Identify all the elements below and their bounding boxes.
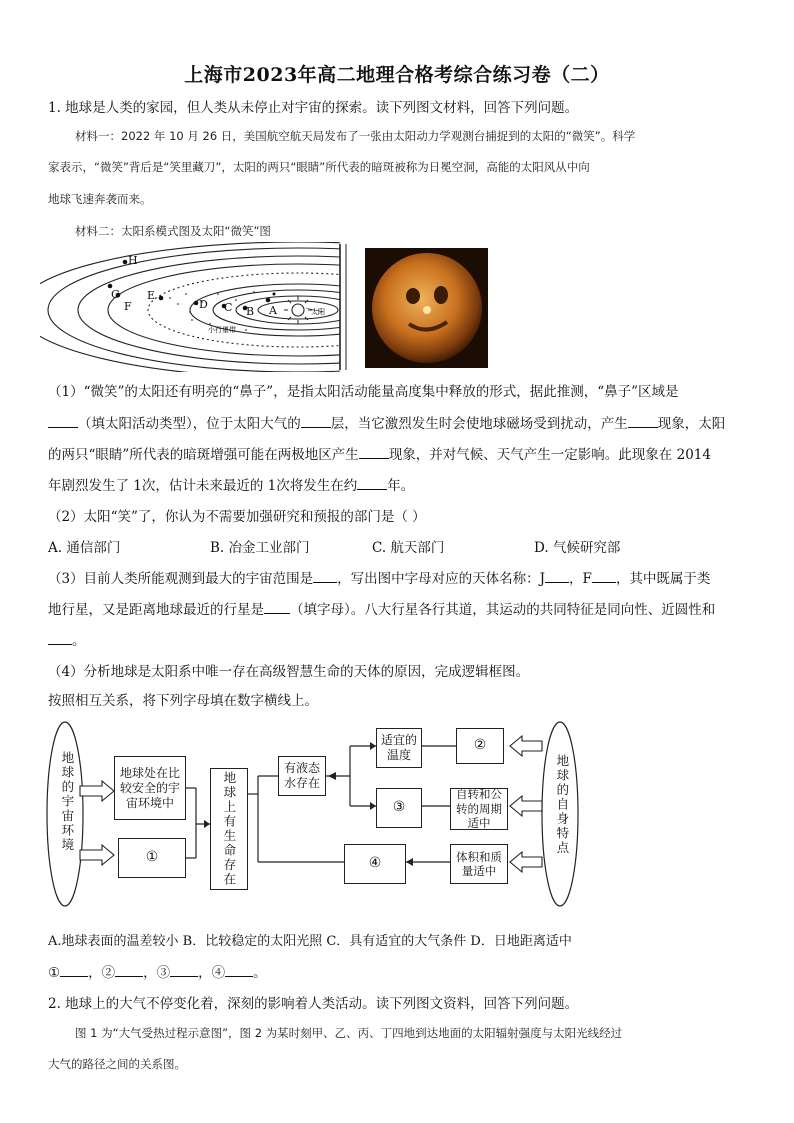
page-title: 上海市2023年高二地理合格考综合练习卷（二） — [184, 64, 610, 86]
q1-sub1-line2: （填太阳活动类型），位于太阳大气的 层，当它激烈发生时会使地球磁场受到扰动，产生 现象，太阳 — [48, 412, 725, 432]
answer-blank[interactable] — [48, 631, 72, 646]
q1-sub3-line3: 。 — [48, 629, 86, 649]
q2-stem: 2. 地球上的大气不停变化着，深刻的影响着人类活动。读下列图文资料，回答下列问题。 — [48, 996, 579, 1012]
answer-blank[interactable] — [170, 963, 198, 978]
material1-line3: 地球飞速奔袭而来。 — [48, 192, 152, 206]
answer-blank[interactable] — [359, 445, 389, 460]
answer-blank[interactable] — [264, 600, 290, 615]
answer-blank[interactable] — [60, 963, 88, 978]
planet-h — [123, 260, 128, 265]
answer-blank[interactable] — [592, 569, 616, 584]
q1-sub4: （4）分析地球是太阳系中唯一存在高级智慧生命的天体的原因，完成逻辑框图。 — [48, 664, 530, 680]
safe-environment-box: 地球处在比较安全的宇宙环境中 — [114, 756, 186, 820]
q1-sub3-line1: （3）目前人类所能观测到最大的宇宙范围是 ，写出图中字母对应的天体名称：J ，F ，其中既属于类 — [48, 567, 710, 587]
q1-stem: 1. 地球是人类的家园，但人类从未停止对宇宙的探索。读下列图文材料，回答下列问题。 — [48, 100, 579, 116]
sun-icon — [284, 296, 312, 324]
option-b[interactable]: B. 冶金工业部门 — [210, 540, 310, 556]
left-oval-label: 地球的宇宙环境 — [59, 751, 75, 853]
blank-box-1[interactable]: ① — [118, 838, 186, 878]
q1-sub1-line4: 年剧烈发生了 1次，估计未来最近的 1次将发生在约 年。 — [48, 474, 414, 494]
planet-e — [159, 296, 164, 301]
option-c[interactable]: C. 航天部门 — [372, 540, 445, 556]
rotation-period-box: 自转和公转的周期适中 — [450, 788, 508, 830]
volume-mass-box: 体积和质量适中 — [450, 844, 508, 884]
planet-a — [266, 298, 271, 303]
answer-blank[interactable] — [225, 963, 253, 978]
q1-sub1-line3: 的两只“眼睛”所代表的暗斑增强可能在两极地区产生 现象，并对气候、天气产生一定影响。此现象在 2014 — [48, 443, 711, 463]
label-c: C — [224, 301, 233, 314]
material1-line1: 材料一：2022 年 10 月 26 日，美国航空航天局发布了一张由太阳动力学观测台捕捉到的太阳的“微笑”。科学 — [75, 129, 636, 143]
suitable-temperature-box: 适宜的温度 — [376, 728, 422, 768]
moon — [273, 293, 276, 296]
right-arrow-2 — [510, 796, 542, 816]
life-exists-box: 地球上有生命存在 — [210, 768, 248, 890]
option-d[interactable]: D. 气候研究部 — [534, 540, 621, 556]
left-arrow-2 — [80, 845, 114, 865]
blank-box-3[interactable]: ③ — [376, 788, 422, 828]
q1-sub3-line2: 地行星，又是距离地球最近的行星是 （填字母）。八大行星各行其道，其运动的共同特征是同向性、近圆性和 — [48, 598, 715, 618]
sun-smile-photo — [365, 248, 488, 368]
q2-text-line1: 图 1 为“大气受热过程示意图”，图 2 为某时刻甲、乙、丙、丁四地到达地面的太阳辐射强度与太阳光线经过 — [75, 1026, 623, 1040]
sun-label: 太阳 — [311, 308, 325, 316]
planet-d — [194, 301, 199, 306]
material2-caption: 材料二：太阳系模式图及太阳“微笑”图 — [75, 224, 271, 238]
q1-sub2: （2）太阳“笑”了，你认为不需要加强研究和预报的部门是（ ） — [48, 509, 426, 525]
q1-sub1-line1: （1）“微笑”的太阳还有明亮的“鼻子”，是指太阳活动能量高度集中释放的形式，据此推测，“鼻子”区域是 — [48, 384, 679, 400]
label-f: F — [124, 300, 132, 313]
material1-line2: 家表示，“微笑”背后是“笑里藏刀”，太阳的两只“眼睛”所代表的暗斑被称为日冕空洞，高能的太阳风从中向 — [48, 160, 590, 174]
right-oval-label: 地球的自身特点 — [554, 754, 570, 856]
asteroid-belt-orbit — [148, 273, 370, 347]
answer-blank[interactable] — [48, 414, 78, 429]
blank-box-4[interactable]: ④ — [344, 844, 406, 884]
label-d: D — [199, 298, 208, 311]
label-e: E — [147, 289, 156, 302]
answer-blank[interactable] — [301, 414, 331, 429]
blank-box-2[interactable]: ② — [456, 728, 504, 764]
answer-blank[interactable] — [545, 569, 569, 584]
solar-system-figure — [40, 242, 370, 372]
q1-sub4-choices: A.地球表面的温差较小 B．比较稳定的太阳光照 C．具有适宜的大气条件 D．日地距离适中 — [48, 934, 572, 949]
q1-sub4-answers: ① ，② ，③ ，④ 。 — [48, 961, 267, 981]
label-g: G — [111, 288, 120, 301]
q1-sub4-instruction: 按照相互关系，将下列字母填在数字横线上。 — [48, 693, 318, 709]
answer-blank[interactable] — [115, 963, 143, 978]
right-arrow-3 — [510, 852, 542, 872]
answer-blank[interactable] — [313, 569, 337, 584]
label-a: A — [269, 304, 277, 317]
answer-blank[interactable] — [628, 414, 658, 429]
q2-text-line2: 大气的路径之间的关系图。 — [48, 1057, 186, 1071]
liquid-water-box: 有液态水存在 — [278, 756, 326, 796]
label-b: B — [246, 305, 255, 318]
option-a[interactable]: A. 通信部门 — [48, 540, 121, 556]
left-arrow-1 — [80, 781, 114, 801]
orbit-e — [108, 264, 370, 356]
asteroid-belt-label: 小行星带 — [208, 326, 236, 334]
right-arrow-1 — [510, 736, 542, 756]
answer-blank[interactable] — [357, 476, 387, 491]
label-h: H — [128, 254, 138, 267]
